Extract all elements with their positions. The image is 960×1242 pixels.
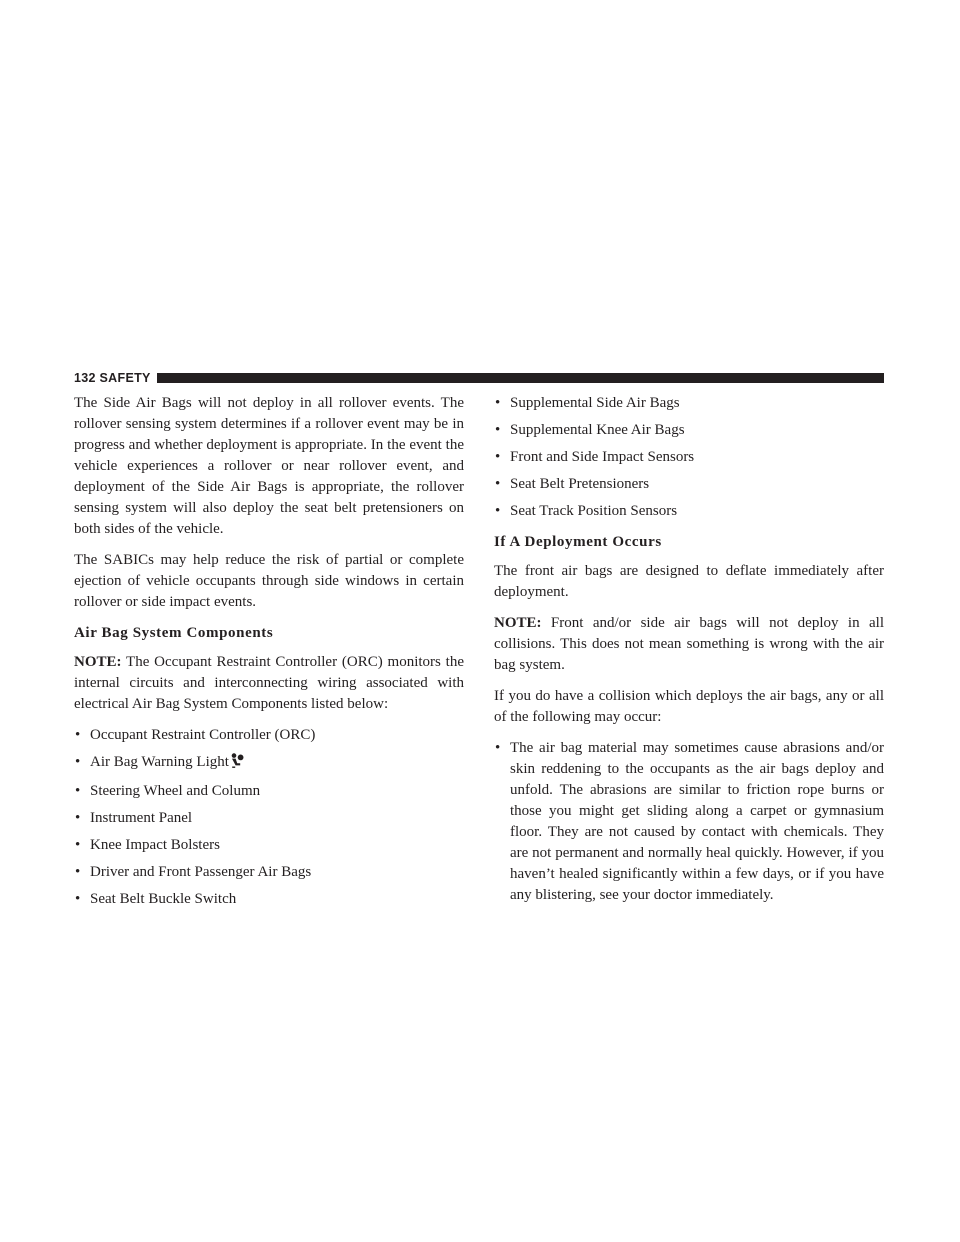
list-item: • Seat Track Position Sensors xyxy=(494,501,884,522)
components-note xyxy=(74,652,464,715)
collision-paragraph: If you do have a collision which deploys the air bags, any or all of the following may occur: xyxy=(494,688,884,725)
rollover-paragraph: The Side Air Bags will not deploy in all rollover events. The rollover sensing system determines if a rollover event may be in progress and whether deployment is appropriate. In the event the vehicle experiences a rollover or near rollover event, and deployment of the Side Air Bags is appropriate, the rollover sensing system will also deploy the seat belt pretensioners on both sides of the vehicle. xyxy=(74,395,464,537)
list-item xyxy=(74,752,464,775)
note-label: NOTE: xyxy=(74,654,122,670)
note-text: Front and/or side air bags will not deploy in all collisions. This does not mean something is wrong with the air bag system. xyxy=(494,615,884,673)
components-heading: Air Bag System Components xyxy=(74,625,274,641)
air-bag-warning-icon xyxy=(230,753,244,775)
list-item: • Seat Belt Buckle Switch xyxy=(74,889,464,910)
effects-list xyxy=(494,738,884,906)
list-item: • Steering Wheel and Column xyxy=(74,781,464,802)
left-column xyxy=(74,393,464,920)
list-item: • Supplemental Knee Air Bags xyxy=(494,420,884,441)
note-label: NOTE: xyxy=(494,615,542,631)
list-item: • Seat Belt Pretensioners xyxy=(494,474,884,495)
header-label xyxy=(74,371,151,385)
list-item-label: Air Bag Warning Light xyxy=(90,754,229,770)
list-item: • Occupant Restraint Controller (ORC) xyxy=(74,725,464,746)
components-list xyxy=(74,725,464,910)
deployment-note xyxy=(494,613,884,676)
list-item: • Knee Impact Bolsters xyxy=(74,835,464,856)
deflate-paragraph: The front air bags are designed to deflate immediately after deployment. xyxy=(494,563,884,600)
section-title: SAFETY xyxy=(99,371,151,385)
deployment-heading: If A Deployment Occurs xyxy=(494,534,662,550)
list-item: • Front and Side Impact Sensors xyxy=(494,447,884,468)
note-text: The Occupant Restraint Controller (ORC) monitors the internal circuits and interconnecting wiring associated with electrical Air Bag System Components listed below: xyxy=(74,654,464,712)
components-list-continued xyxy=(494,393,884,522)
header-rule xyxy=(157,373,884,383)
page-number: 132 xyxy=(74,371,96,385)
list-item: • The air bag material may sometimes cause abrasions and/or skin reddening to the occupants as the air bags deploy and unfold. The abrasions are similar to friction rope burns or those you might get sliding along a carpet or gymnasium floor. They are not caused by contact with chemicals. They are not permanent and normally heal quickly. However, if you haven’t healed significantly within a few days, or if you have any blistering, see your doctor immediately. xyxy=(494,738,884,906)
list-item: • Instrument Panel xyxy=(74,808,464,829)
page-header xyxy=(74,371,884,385)
list-item: • Driver and Front Passenger Air Bags xyxy=(74,862,464,883)
right-column xyxy=(494,393,884,916)
sabic-paragraph: The SABICs may help reduce the risk of partial or complete ejection of vehicle occupants through side windows in certain rollover or side impact events. xyxy=(74,552,464,610)
list-item: • Supplemental Side Air Bags xyxy=(494,393,884,414)
